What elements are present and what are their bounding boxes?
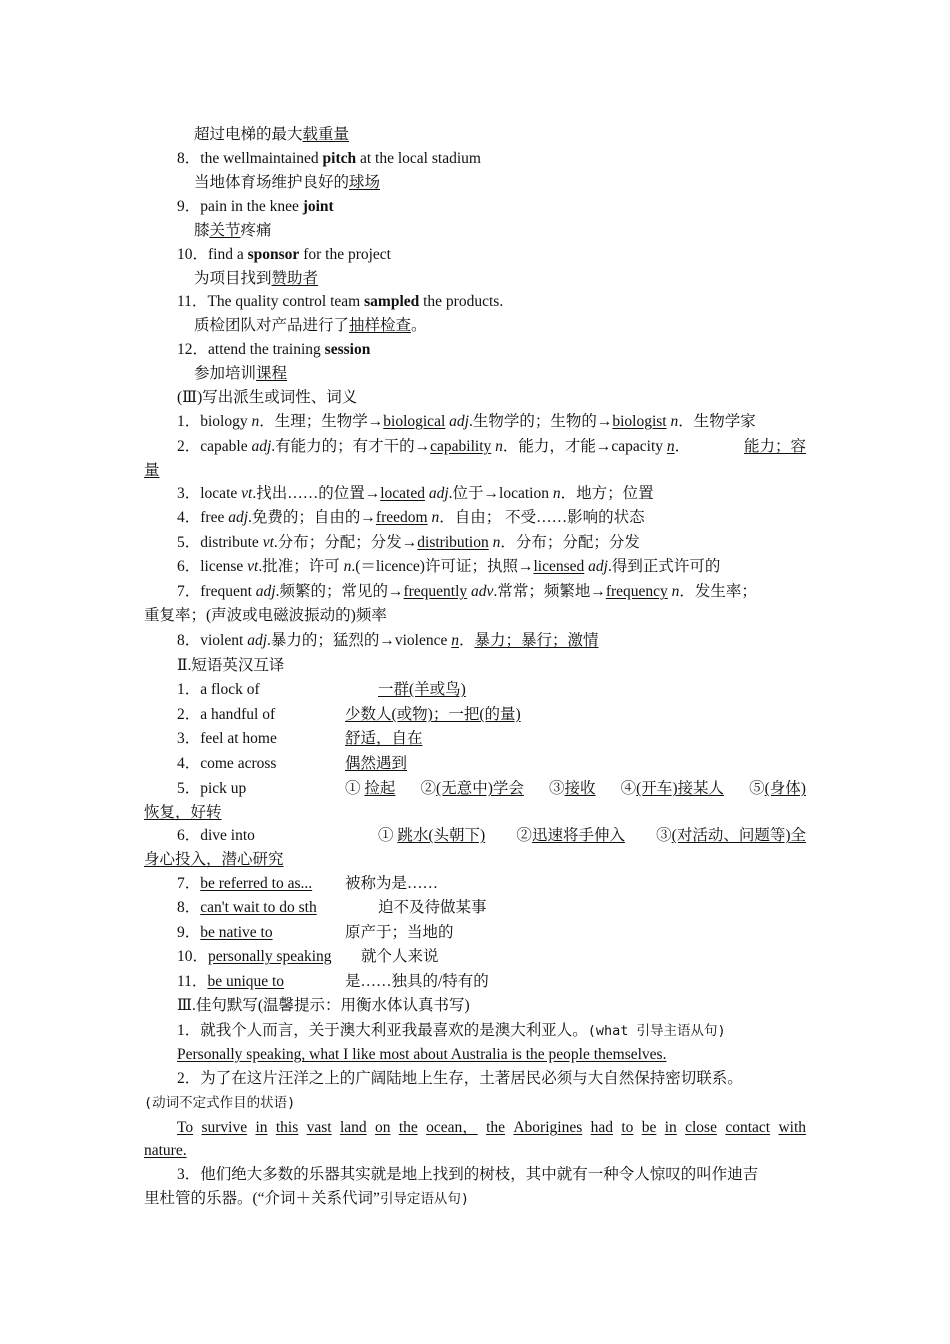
section-heading-sentences: Ⅲ.佳句默写(温馨提示：用衡水体认真书写) (177, 997, 470, 1014)
phrase-6-cont: 身心投入，潜心研究 (144, 851, 284, 868)
sentence-2-answer (177, 1118, 806, 1138)
answer-word: in (664, 1119, 677, 1136)
answer-word: with (778, 1119, 806, 1136)
answer-word: contact (725, 1119, 771, 1136)
answer-word: be (641, 1119, 657, 1136)
vocab-item-11-cn: 质检团队对产品进行了抽样检查。 (194, 317, 427, 334)
sentence-1-answer: Personally speaking, what I like most about Australia is the people themselves. (177, 1046, 667, 1063)
vocab-item-10-cn: 为项目找到赞助者 (194, 270, 319, 287)
answer-word: Aborigines (513, 1119, 583, 1136)
answer-word: had (590, 1119, 613, 1136)
sentence-2-prompt: 2．为了在这片汪洋之上的广阔陆地上生存，土著居民必须与大自然保持密切联系。 (177, 1070, 743, 1087)
phrase-2-en: 2．a handful of (177, 706, 276, 723)
derivative-item-2-cont: 量 (144, 462, 160, 479)
derivative-item-6: 6．license vt.批准；许可 n.(＝licence)许可证；执照→licensed adj.得到正式许可的 (177, 558, 721, 575)
vocab-item-8-cn: 当地体育场维护良好的球场 (194, 174, 381, 191)
vocab-item-12-cn: 参加培训课程 (194, 365, 288, 382)
sentence-1-prompt: 1．就我个人而言，关于澳大利亚我最喜欢的是澳大利亚人。(what 引导主语从句) (177, 1022, 726, 1039)
derivative-item-7: 7．frequent adj.频繁的；常见的→frequently adv.常常；频繁地→frequency n．发生率； (177, 583, 757, 600)
phrase-7-cn: 被称为是…… (345, 875, 439, 892)
phrase-10-en: 10．personally speaking (177, 948, 332, 965)
phrase-3-en: 3．feel at home (177, 730, 277, 747)
sentence-2-answer-cont: nature. (144, 1142, 187, 1159)
phrase-8-en: 8．can't wait to do sth (177, 899, 317, 916)
derivative-item-5: 5．distribute vt.分布；分配；分发→distribution n．分布；分配；分发 (177, 534, 640, 551)
phrase-9-cn: 原产于；当地的 (345, 924, 454, 941)
vocab-item-8: 8．the wellmaintained pitch at the local stadium (177, 150, 481, 167)
phrase-5-cont: 恢复，好转 (144, 804, 222, 821)
answer-word: vast (306, 1119, 332, 1136)
answer-word: the (398, 1119, 418, 1136)
phrase-4-en: 4．come across (177, 755, 277, 772)
vocab-item-9: 9．pain in the knee joint (177, 198, 334, 215)
vocab-item-10: 10．find a sponsor for the project (177, 246, 391, 263)
answer-word: ocean， (426, 1119, 478, 1136)
vocab-line-7-cn: 超过电梯的最大载重量 (194, 126, 350, 143)
phrase-2-cn: 少数人(或物)；一把(的量) (345, 706, 521, 723)
answer-word: close (685, 1119, 717, 1136)
phrase-6-en: 6．dive into (177, 827, 255, 844)
answer-word: To (177, 1119, 194, 1136)
vocab-item-9-cn: 膝关节疼痛 (194, 222, 272, 239)
answer-word: land (339, 1119, 367, 1136)
answer-word: the (486, 1119, 506, 1136)
phrase-4-cn: 偶然遇到 (345, 755, 408, 772)
sentence-3-prompt: 3．他们绝大多数的乐器其实就是地上找到的树枝，其中就有一种令人惊叹的叫作迪吉 (177, 1166, 759, 1183)
answer-word: in (255, 1119, 268, 1136)
answer-word: this (275, 1119, 299, 1136)
derivative-item-4: 4．free adj.免费的；自由的→freedom n．自由； 不受……影响的状态 (177, 509, 645, 526)
answer-word: survive (201, 1119, 248, 1136)
phrase-7-en: 7．be referred to as... (177, 875, 313, 892)
derivative-item-2: 2．capable adj.有能力的；有才干的→capability n．能力，才能→capacity n． 能力；容 (177, 438, 806, 455)
phrase-5-cn: ① 捡起 ②(无意中)学会 ③接收 ④(开车)接某人 ⑤(身体) (345, 780, 806, 797)
phrase-6-cn: ① 跳水(头朝下) ②迅速将手伸入 ③(对活动、问题等)全 (378, 827, 806, 844)
derivative-item-8: 8．violent adj.暴力的；猛烈的→violence n．暴力；暴行；激情 (177, 632, 599, 649)
phrase-10-cn: 就个人来说 (361, 948, 439, 965)
sentence-2-note: (动词不定式作目的状语) (144, 1095, 296, 1111)
phrase-11-en: 11．be unique to (177, 973, 285, 990)
sentence-3-prompt-cont: 里杜管的乐器。(“介词＋关系代词”引导定语从句) (144, 1190, 470, 1207)
derivative-item-7-cont: 重复率；(声波或电磁波振动的)频率 (144, 607, 387, 624)
vocab-item-11: 11．The quality control team sampled the products. (177, 293, 504, 310)
derivative-item-3: 3．locate vt.找出……的位置→located adj.位于→location n．地方；位置 (177, 485, 654, 502)
phrase-3-cn: 舒适，自在 (345, 730, 423, 747)
phrase-1-cn: 一群(羊或鸟) (378, 681, 466, 698)
phrase-1-en: 1．a flock of (177, 681, 260, 698)
derivative-item-1: 1．biology n．生理；生物学→biological adj.生物学的；生物的→biologist n．生物学家 (177, 413, 756, 430)
vocab-item-12: 12．attend the training session (177, 341, 371, 358)
phrase-11-cn: 是……独具的/特有的 (345, 973, 489, 990)
answer-word: to (621, 1119, 634, 1136)
phrase-9-en: 9．be native to (177, 924, 273, 941)
phrase-8-cn: 迫不及待做某事 (378, 899, 487, 916)
answer-word: on (374, 1119, 391, 1136)
section-heading-phrases: Ⅱ.短语英汉互译 (177, 657, 285, 674)
phrase-5-en: 5．pick up (177, 780, 247, 797)
section-heading-derivatives: (Ⅲ)写出派生或词性、词义 (177, 389, 358, 406)
